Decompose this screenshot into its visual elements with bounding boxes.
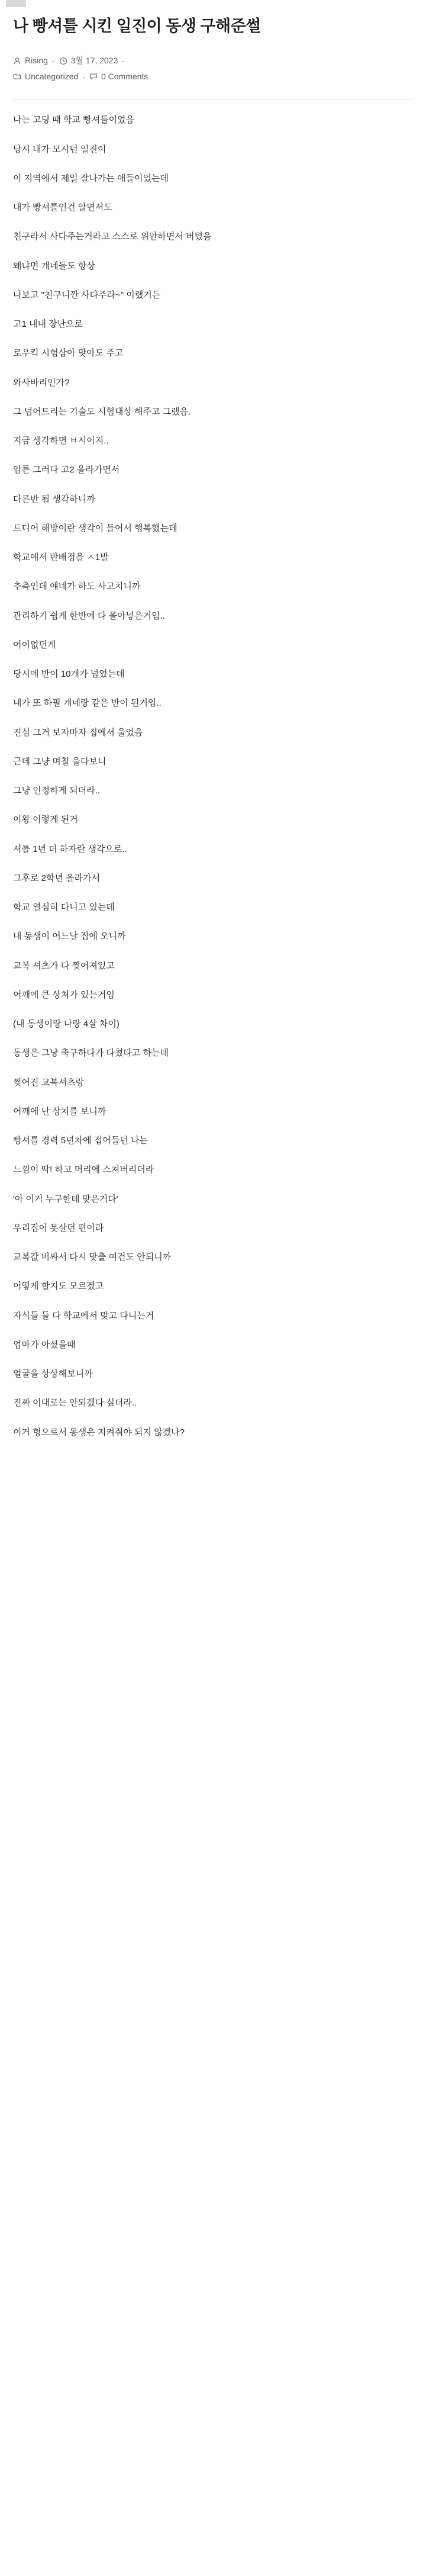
post-paragraph: 이왕 이렇게 된거 [13,815,78,825]
post-paragraph: 그 넘어트리는 기술도 시험대상 해주고 그랬음. [13,406,191,417]
post-paragraph: 드디어 해방이란 생각이 들어서 행복했는데 [13,523,178,533]
post-category[interactable] [13,69,78,85]
folder-icon [13,72,21,81]
post-paragraph: 느낌이 딱! 하고 머리에 스쳐버리더라 [13,1165,154,1175]
post-paragraph: 자식들 둘 다 학교에서 맞고 다니는거 [13,1310,154,1321]
post-paragraph: 지금 생각하면 ㅂ시이지.. [13,436,109,446]
post-paragraph: 친구라서 사다주는거라고 스스로 위안하면서 버텼음 [13,231,212,242]
post-paragraph: 얼굴을 상상해보니까 [13,1369,93,1379]
post-paragraph: 당시에 반이 10개가 넘었는데 [13,669,125,680]
post-meta-row-2 [13,69,413,85]
post-paragraph: 엄마가 아셨을때 [13,1339,76,1350]
post-paragraph: 학교에서 반배정을 ㅅ1발 [13,552,109,563]
post-paragraph: 어이없던게 [13,639,56,650]
comment-icon [89,72,98,81]
post-paragraph: 관리하기 쉽게 한반에 다 몰아넣은거임.. [13,610,165,621]
post-comments[interactable] [89,69,148,85]
post-paragraph: 당시 내가 모시던 일진이 [13,144,106,155]
post-paragraph: 그후로 2학년 올라가서 [13,873,101,883]
post-paragraph: 이거 형으로서 동생은 지켜줘야 되지 않겠나? [13,1427,185,1437]
post-paragraph: 와사바리인가? [13,377,70,388]
post-author-name: Rising [25,56,48,66]
post-paragraph: '아 이거 누구한테 맞은거다' [13,1194,118,1204]
post-paragraph: 어깨에 난 상처를 보니까 [13,1106,106,1117]
post-paragraph: 암튼 그러다 고2 올라가면서 [13,465,120,475]
meta-separator-3: - [82,71,85,81]
post-paragraph: 고1 내내 장난으로 [13,319,83,330]
post-paragraph: (내 동생이랑 나랑 4살 차이) [13,1019,120,1030]
post-paragraph: 진짜 이대로는 안되겠다 싶더라.. [13,1398,137,1408]
post-comments-count: 0 Comments [101,71,149,81]
post-paragraph: 교복 셔츠가 다 찢어져있고 [13,960,115,971]
post-paragraph: 동생은 그냥 축구하다가 다쳤다고 하는데 [13,1048,169,1059]
post-category-name: Uncategorized [25,71,79,81]
post-paragraph: 어깨에 큰 상처가 있는거임 [13,989,115,1000]
post-paragraph: 내가 또 하필 걔네랑 같은 반이 된거임.. [13,698,162,709]
page-title: 나 빵셔틀 시킨 일진이 동생 구해준썰 [13,17,261,35]
post-paragraph: 내 동생이 어느날 집에 오니까 [13,931,126,942]
post-paragraph: 추측인데 얘네가 하도 사고치니까 [13,581,141,592]
post-paragraph: 학교 열심히 다니고 있는데 [13,902,115,913]
post-paragraph: 내가 빵셔틀인건 알면서도 [13,202,112,213]
post-paragraph: 로우킥 시험삼아 맞아도 주고 [13,348,124,359]
post-paragraph: 셔틀 1년 더 하자란 생각으로.. [13,844,127,854]
post-author [13,53,48,69]
meta-divider [13,99,413,100]
post-date [59,53,118,69]
meta-separator-2: - [122,56,125,66]
post-paragraph: 그냥 인정하게 되더라.. [13,786,101,796]
post-paragraph: 나는 고딩 때 학교 빵셔틀이었음 [13,115,135,126]
post-paragraph: 나보고 "친구니깐 사다주라~" 이랬거든 [13,290,161,300]
post-meta [13,53,413,84]
post-paragraph: 우리집이 못살던 편이라 [13,1223,104,1233]
post-content [0,15,426,1439]
post-paragraph: 왜냐면 걔네들도 항상 [13,261,95,271]
post-paragraph: 어떻게 할지도 모르겠고 [13,1281,104,1292]
post-paragraph: 이 지역에서 제일 잘나가는 애들이었는데 [13,173,169,184]
post-date-text: 3월 17, 2023 [70,56,118,66]
post-paragraph: 찢어진 교복셔츠랑 [13,1077,85,1088]
post-paragraph: 교복값 비싸서 다시 맞출 여건도 안되니까 [13,1252,172,1263]
post-paragraph: 다른반 될 생각하니까 [13,494,95,504]
clock-icon [59,57,67,65]
post-paragraph: 근데 그냥 며칠 울다보니 [13,756,106,767]
post-meta-row-1 [13,53,413,69]
browser-chrome-stub [6,0,26,7]
post-paragraph: 빵셔틀 경력 5년차에 접어들던 나는 [13,1136,148,1146]
user-icon [13,57,21,65]
post-paragraph: 진심 그거 보자마자 집에서 울었음 [13,727,143,738]
meta-separator: - [51,56,55,66]
post-body [13,113,413,1439]
